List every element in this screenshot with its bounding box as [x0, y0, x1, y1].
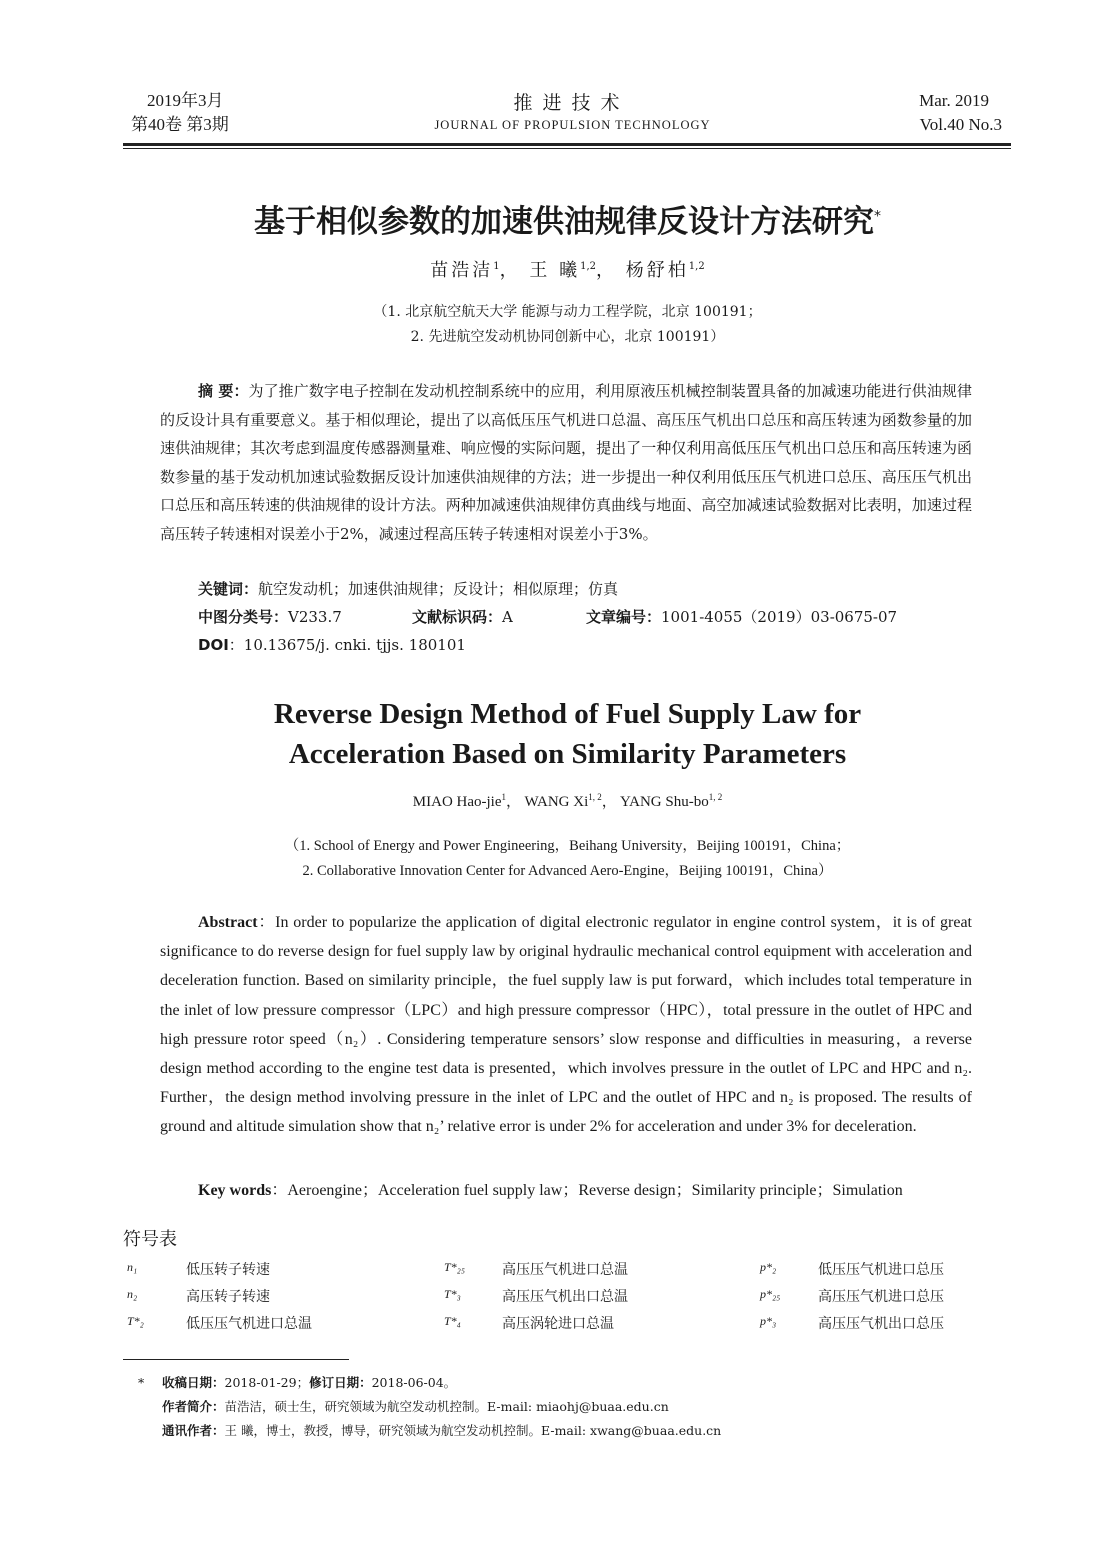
symbol-desc: 高压涡轮进口总温: [502, 1316, 614, 1332]
author-name: 杨舒柏: [625, 260, 689, 281]
classification-number: [198, 603, 342, 631]
author-aff: 1,2: [580, 261, 597, 272]
journal-name-cn: 推 进 技 术: [513, 92, 622, 114]
symbol-code-text: p*₃: [760, 1314, 777, 1328]
symbols-table-title: 符号表: [123, 1229, 177, 1250]
symbol-desc: 高压压气机出口总温: [502, 1289, 628, 1305]
header-volume-en: Vol.40 No.3: [919, 115, 1002, 134]
symbol-desc: 高压压气机进口总温: [502, 1262, 628, 1278]
title-en-line: Reverse Design Method of Fuel Supply Law for: [273, 698, 862, 730]
symbol-code-text: p*₂₅: [760, 1287, 781, 1301]
symbol-code-text: T*₂: [127, 1314, 144, 1328]
received-date: 2018-01-29；: [224, 1375, 310, 1390]
doi-value: ：10.13675/j. cnki. tjjs. 180101: [228, 636, 466, 654]
header-date-en: Mar. 2019: [919, 91, 989, 110]
authors-en: MIAO Hao-jie$^1$， WANG Xi$^{1, 2}$， YANG Shu-bo$^{1, 2}$: [412, 792, 723, 810]
symbol-code: [760, 1259, 776, 1275]
header-rule-thin: [123, 148, 1011, 149]
journal-name-en: JOURNAL OF PROPULSION TECHNOLOGY: [434, 118, 711, 132]
keywords-cn-text: 航空发动机；加速供油规律；反设计；相似原理；仿真: [258, 580, 619, 598]
author-aff-en: 1, 2: [588, 792, 602, 802]
affiliation-cn-2: 2. 先进航空发动机协同创新中心，北京 100191）: [410, 329, 725, 345]
author-name: 王 曦: [529, 260, 581, 281]
header-volume-cn: 第40卷 第3期: [131, 115, 229, 134]
symbol-code: [127, 1259, 137, 1275]
header-rule-thick: [123, 143, 1011, 146]
article-number-value: 1001-4055（2019）03-0675-07: [661, 608, 898, 626]
title-cn-text: 基于相似参数的加速供油规律反设计方法研究: [254, 204, 874, 240]
symbol-code: [760, 1286, 780, 1302]
keywords-cn: [198, 575, 618, 603]
keywords-cn-label: 关键词：: [198, 580, 259, 598]
title-en-line: Acceleration Based on Similarity Parameters: [288, 738, 847, 770]
revised-date: 2018-06-04。: [371, 1375, 457, 1390]
symbol-desc: 高压压气机进口总压: [818, 1289, 944, 1305]
paper-title-cn: [0, 196, 1102, 241]
abstract-cn: [160, 377, 972, 548]
article-number: [586, 603, 897, 631]
footnote-corresponding-author: [162, 1421, 721, 1441]
symbol-code: [760, 1313, 776, 1329]
symbol-desc: 低压压气机进口总温: [186, 1316, 312, 1332]
author-aff-en: 1, 2: [708, 792, 723, 802]
abstract-cn-label: 摘 要：: [198, 382, 249, 400]
abstract-en-label: Abstract: [198, 914, 258, 931]
document-code-value: A: [502, 608, 513, 626]
paper-title-en: [0, 694, 1102, 774]
abstract-en: [160, 908, 972, 1142]
corr-text: 王 曦，博士，教授，博导，研究领域为航空发动机控制。E-mail: xwang@buaa.edu.cn: [224, 1423, 722, 1438]
document-code-label: 文献标识码：: [412, 608, 503, 626]
symbol-code: [444, 1286, 461, 1302]
header-date-cn: 2019年3月: [147, 91, 224, 110]
bio-text: 苗浩洁，硕士生，研究领域为航空发动机控制。E-mail: miaohj@buaa.edu.cn: [224, 1399, 669, 1414]
doi: [198, 631, 466, 659]
affiliation-en-1: （1. School of Energy and Power Engineering，Beihang University，Beijing 100191，China；: [284, 838, 851, 854]
keywords-en-label: Key words: [198, 1182, 272, 1199]
bio-label: 作者简介：: [162, 1399, 225, 1414]
symbol-code-text: p*₂: [760, 1260, 777, 1274]
symbol-code-text: T*₃: [444, 1287, 461, 1301]
footnote-rule: [123, 1359, 349, 1360]
author-name: 苗浩洁: [430, 260, 494, 281]
symbol-code: [444, 1259, 465, 1275]
article-number-label: 文章编号：: [586, 608, 662, 626]
title-footnote-mark: *: [874, 208, 881, 225]
revised-label: 修订日期：: [309, 1375, 372, 1390]
affiliation-cn-1: （1. 北京航空航天大学 能源与动力工程学院，北京 100191；: [373, 304, 762, 320]
authors-cn: 苗浩洁$^1$， 王 曦$^{1,2}$， 杨舒柏$^{1,2}$: [430, 260, 705, 281]
footnote-author-bio: [162, 1397, 669, 1417]
author-name-en: YANG Shu-bo: [619, 794, 709, 810]
abstract-cn-text: 为了推广数字电子控制在发动机控制系统中的应用，利用原液压机械控制装置具备的加减速功能进行供油规律的反设计具有重要意义。基于相似理论，提出了以高低压压气机进口总温、高压压气机出口总压和高压转速为函数参量的加速供油规律；其次考虑到温度传感器测量难、响应慢的实际问题，提出了一种仅利用高低压压气机出口总压和高压转速为函数参量的基于发动机加速试验数据反设计加速供油规律的方法；进一步提出一种仅利用低压压气机进口总压、高压压气机出口总压和高压转速的供油规律的设计方法。两种加减速供油规律仿真曲线与地面、高空加减速试验数据对比表明，加速过程高压转子转速相对误差小于2%，减速过程高压转子转速相对误差小于3%。: [160, 382, 972, 543]
classification-label: 中图分类号：: [198, 608, 289, 626]
classification-value: V233.7: [288, 608, 342, 626]
author-aff: 1: [493, 261, 500, 272]
footnote-dates: [162, 1373, 456, 1393]
symbol-code: [127, 1286, 137, 1302]
affiliation-en-2: 2. Collaborative Innovation Center for Advanced Aero-Engine，Beijing 100191，China）: [302, 863, 833, 879]
symbol-desc: 高压压气机出口总压: [818, 1316, 944, 1332]
doi-label: DOI: [198, 636, 229, 654]
symbol-desc: 高压转子转速: [186, 1289, 270, 1305]
keywords-en: [160, 1176, 972, 1205]
symbol-code-text: n₂: [127, 1287, 138, 1301]
symbol-code: [127, 1313, 144, 1329]
received-label: 收稿日期：: [162, 1375, 225, 1390]
author-aff: 1,2: [688, 261, 705, 272]
symbol-code-text: T*₄: [444, 1314, 461, 1328]
author-name-en: MIAO Hao-jie: [412, 794, 502, 810]
author-aff-en: 1: [501, 792, 507, 802]
symbol-code-text: T*₂₅: [444, 1260, 466, 1274]
footnote-mark: *: [138, 1375, 145, 1390]
symbol-desc: 低压转子转速: [186, 1262, 270, 1278]
symbol-code-text: n₁: [127, 1260, 138, 1274]
symbol-code: [444, 1313, 461, 1329]
document-code: [412, 603, 513, 631]
abstract-en-text: ：In order to popularize the application of digital electronic regulator in engine control system，it is of great significance to do reverse design for fuel supply law by original hydraulic mechanical control equipment with acceleration and deceleration function. Based on similarity principle，the fuel supply law is put forward，which includes total temperature in the inlet of low pressure compressor（LPC）and high pressure compressor（HPC），total pressure in the outlet of HPC and high pressure rotor speed（n₂）. Considering temperature sensors’ slow response and difficulties in measuring，a reverse design method according to the engine test data is presented，which involves pressure in the outlet of LPC and HPC and n₂. Further，the design method involving pressure in the inlet of LPC and the outlet of HPC and n₂ is proposed. The results of ground and altitude simulation show that n₂’ relative error is under 2% for acceleration and under 3% for deceleration.: [160, 914, 972, 1136]
corr-label: 通讯作者：: [162, 1423, 225, 1438]
author-name-en: WANG Xi: [524, 794, 589, 810]
symbol-desc: 低压压气机进口总压: [818, 1262, 944, 1278]
keywords-en-text: ：Aeroengine；Acceleration fuel supply law；Reverse design；Similarity principle；Simulation: [271, 1182, 903, 1199]
